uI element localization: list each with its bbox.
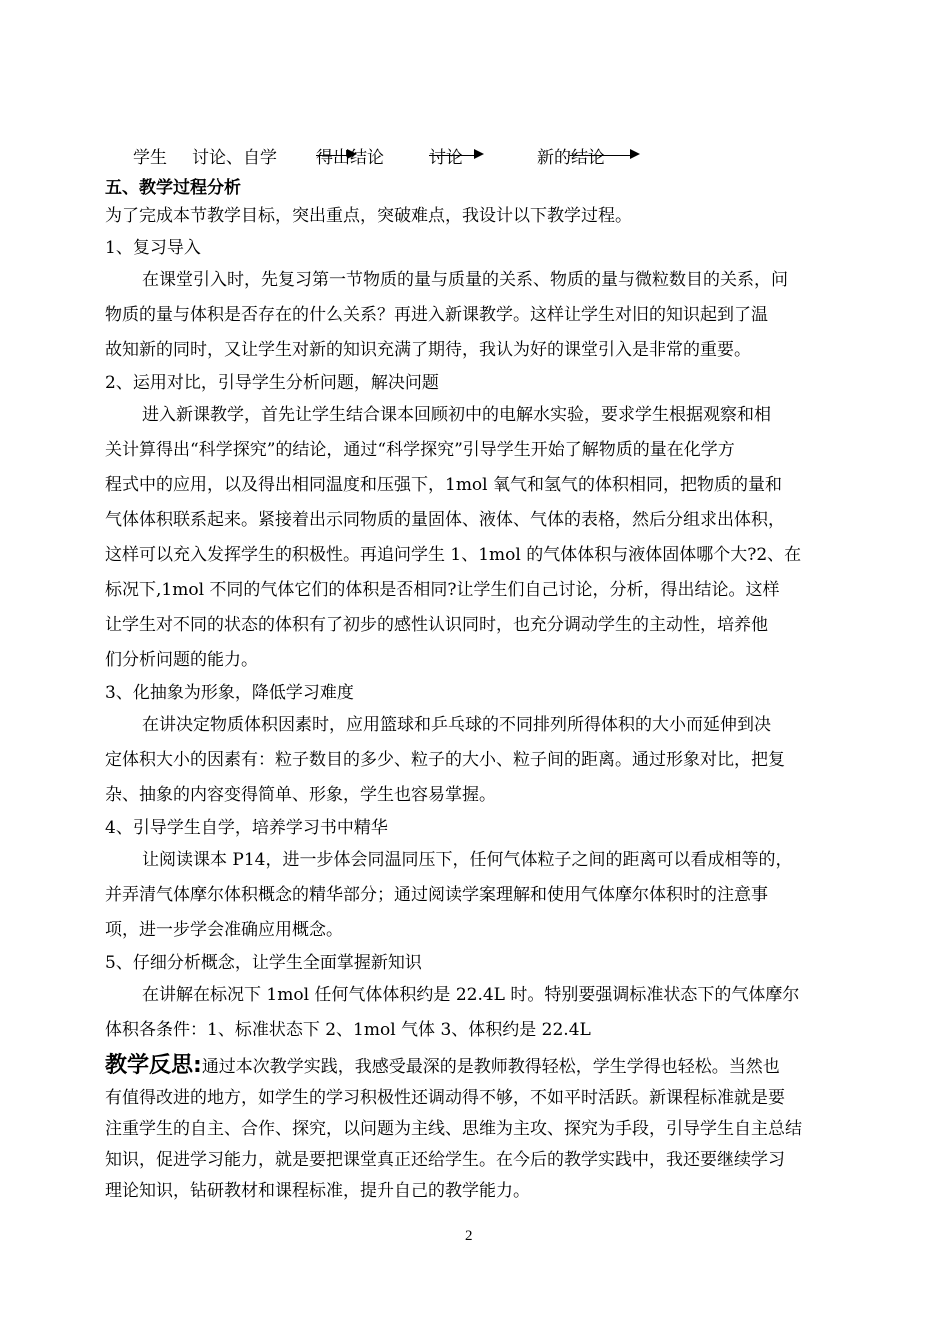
reflection-section (105, 1050, 850, 1207)
flow-step-student: 学生 (133, 148, 167, 168)
paragraph-2-line: 让学生对不同的状态的体积有了初步的感性认识同时，也充分调动学生的主动性，培养他 (105, 615, 768, 635)
reflection-line: 注重学生的自主、合作、探究，以问题为主线、思维为主攻、探究为手段，引导学生自主总结 (105, 1119, 802, 1139)
heading-1: 1、复习导入 (105, 238, 201, 258)
flow-arrow-3 (569, 155, 631, 156)
paragraph-2-line: 程式中的应用，以及得出相同温度和压强下，1mol 氧气和氢气的体积相同，把物质的量和 (105, 475, 783, 495)
paragraph-2-line: 标况下,1mol 不同的气体它们的体积是否相同?让学生们自己讨论，分析，得出结论。这样 (105, 580, 780, 600)
section-title: 五、教学过程分析 (105, 178, 241, 198)
paragraph-5-line: 体积各条件：1、标准状态下 2、1mol 气体 3、体积约是 22.4L (105, 1020, 591, 1040)
flow-arrow-2 (429, 155, 475, 156)
paragraph-2-line: 进入新课教学，首先让学生结合课本回顾初中的电解水实验，要求学生根据观察和相 (142, 405, 771, 425)
flow-step-discuss: 讨论 (429, 148, 463, 168)
paragraph-1-line: 故知新的同时，又让学生对新的知识充满了期待，我认为好的课堂引入是非常的重要。 (105, 340, 751, 360)
page-number: 2 (465, 1228, 473, 1244)
flow-step-discuss-self-study: 讨论、自学 (192, 148, 277, 168)
paragraph-5-line: 在讲解在标况下 1mol 任何气体体积约是 22.4L 时。特别要强调标准状态下的气体摩尔 (142, 985, 800, 1005)
reflection-line: 有值得改进的地方，如学生的学习积极性还调动得不够，不如平时活跃。新课程标准就是要 (105, 1088, 785, 1108)
paragraph-2-line: 气体体积联系起来。紧接着出示同物质的量固体、液体、气体的表格，然后分组求出体积， (105, 510, 785, 530)
reflection-line: 理论知识，钻研教材和课程标准，提升自己的教学能力。 (105, 1181, 530, 1201)
reflection-title: 教学反思: (105, 1053, 202, 1078)
flow-diagram (133, 143, 673, 173)
heading-2: 2、运用对比，引导学生分析问题，解决问题 (105, 373, 439, 393)
paragraph-2-line: 这样可以充入发挥学生的积极性。再追问学生 1、1mol 的气体体积与液体固体哪个大?2、在 (105, 545, 802, 565)
paragraph-3-line: 定体积大小的因素有：粒子数目的多少、粒子的大小、粒子间的距离。通过形象对比，把复 (105, 750, 785, 770)
paragraph-3-line: 在讲决定物质体积因素时，应用篮球和乒乓球的不同排列所得体积的大小而延伸到决 (142, 715, 771, 735)
heading-5: 5、仔细分析概念，让学生全面掌握新知识 (105, 953, 422, 973)
heading-3: 3、化抽象为形象，降低学习难度 (105, 683, 354, 703)
paragraph-4-line: 并弄清气体摩尔体积概念的精华部分；通过阅读学案理解和使用气体摩尔体积时的注意事 (105, 885, 768, 905)
paragraph-2-line: 关计算得出“科学探究”的结论，通过“科学探究”引导学生开始了解物质的量在化学方 (105, 440, 735, 460)
heading-4: 4、引导学生自学，培养学习书中精华 (105, 818, 388, 838)
paragraph-3-line: 杂、抽象的内容变得简单、形象，学生也容易掌握。 (105, 785, 496, 805)
intro-paragraph: 为了完成本节教学目标，突出重点，突破难点，我设计以下教学过程。 (105, 206, 632, 226)
paragraph-2-line: 们分析问题的能力。 (105, 650, 258, 670)
flow-arrow-1 (316, 155, 348, 156)
paragraph-4-line: 让阅读课本 P14，进一步体会同温同压下，任何气体粒子之间的距离可以看成相等的， (142, 850, 793, 870)
paragraph-1-line: 物质的量与体积是否存在的什么关系？再进入新课教学。这样让学生对旧的知识起到了温 (105, 305, 768, 325)
paragraph-4-line: 项，进一步学会准确应用概念。 (105, 920, 343, 940)
flow-step-new-conclusion: 新的结论 (537, 148, 605, 168)
reflection-line: 知识，促进学习能力，就是要把课堂真正还给学生。在今后的教学实践中，我还要继续学习 (105, 1150, 785, 1170)
reflection-line: 通过本次教学实践，我感受最深的是教师教得轻松，学生学得也轻松。当然也 (201, 1057, 780, 1077)
paragraph-1-line: 在课堂引入时，先复习第一节物质的量与质量的关系、物质的量与微粒数目的关系，问 (142, 270, 788, 290)
flow-step-conclusion: 得出结论 (316, 148, 384, 168)
